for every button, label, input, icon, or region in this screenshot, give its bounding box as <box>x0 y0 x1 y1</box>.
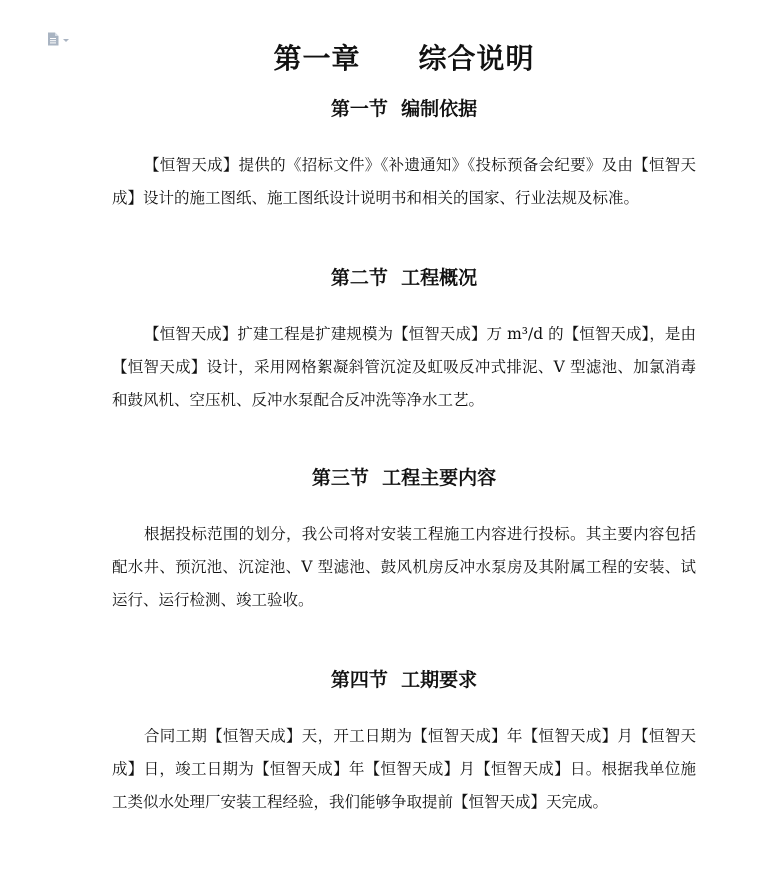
chapter-title: 第一章 综合说明 <box>273 41 535 75</box>
section-paragraph: 【恒智天成】扩建工程是扩建规模为【恒智天成】万 m³/d 的【恒智天成】，是由【恒智天成】设计，采用网格絮凝斜管沉淀及虹吸反冲式排泥、V 型滤池、加氯消毒和鼓风机、空压机、反冲水泵配合反冲洗等净水工艺。 <box>112 325 696 409</box>
section-heading: 第一节 编制依据 <box>330 98 478 120</box>
chevron-down-icon <box>63 39 69 42</box>
document-menu-button[interactable] <box>47 32 69 46</box>
section-heading: 第四节 工期要求 <box>330 669 478 691</box>
section-paragraph: 根据投标范围的划分，我公司将对安装工程施工内容进行投标。其主要内容包括配水井、预沉池、沉淀池、V 型滤池、鼓风机房反冲水泵房及其附属工程的安装、试运行、运行检测、竣工验收。 <box>112 525 696 609</box>
section-heading: 第二节 工程概况 <box>330 267 478 289</box>
section-paragraph: 合同工期【恒智天成】天，开工日期为【恒智天成】年【恒智天成】月【恒智天成】日，竣工日期为【恒智天成】年【恒智天成】月【恒智天成】日。根据我单位施工类似水处理厂安装工程经验，我们能够争取提前【恒智天成】天完成。 <box>112 727 696 811</box>
section-paragraph: 【恒智天成】提供的《招标文件》《补遗通知》《投标预备会纪要》及由【恒智天成】设计的施工图纸、施工图纸设计说明书和相关的国家、行业法规及标准。 <box>112 156 696 207</box>
section-schedule-requirements <box>112 667 696 819</box>
section-main-content <box>112 465 696 617</box>
document-icon <box>47 32 59 46</box>
section-compilation-basis <box>112 96 696 215</box>
section-project-overview <box>112 265 696 417</box>
section-heading: 第三节 工程主要内容 <box>311 467 497 489</box>
